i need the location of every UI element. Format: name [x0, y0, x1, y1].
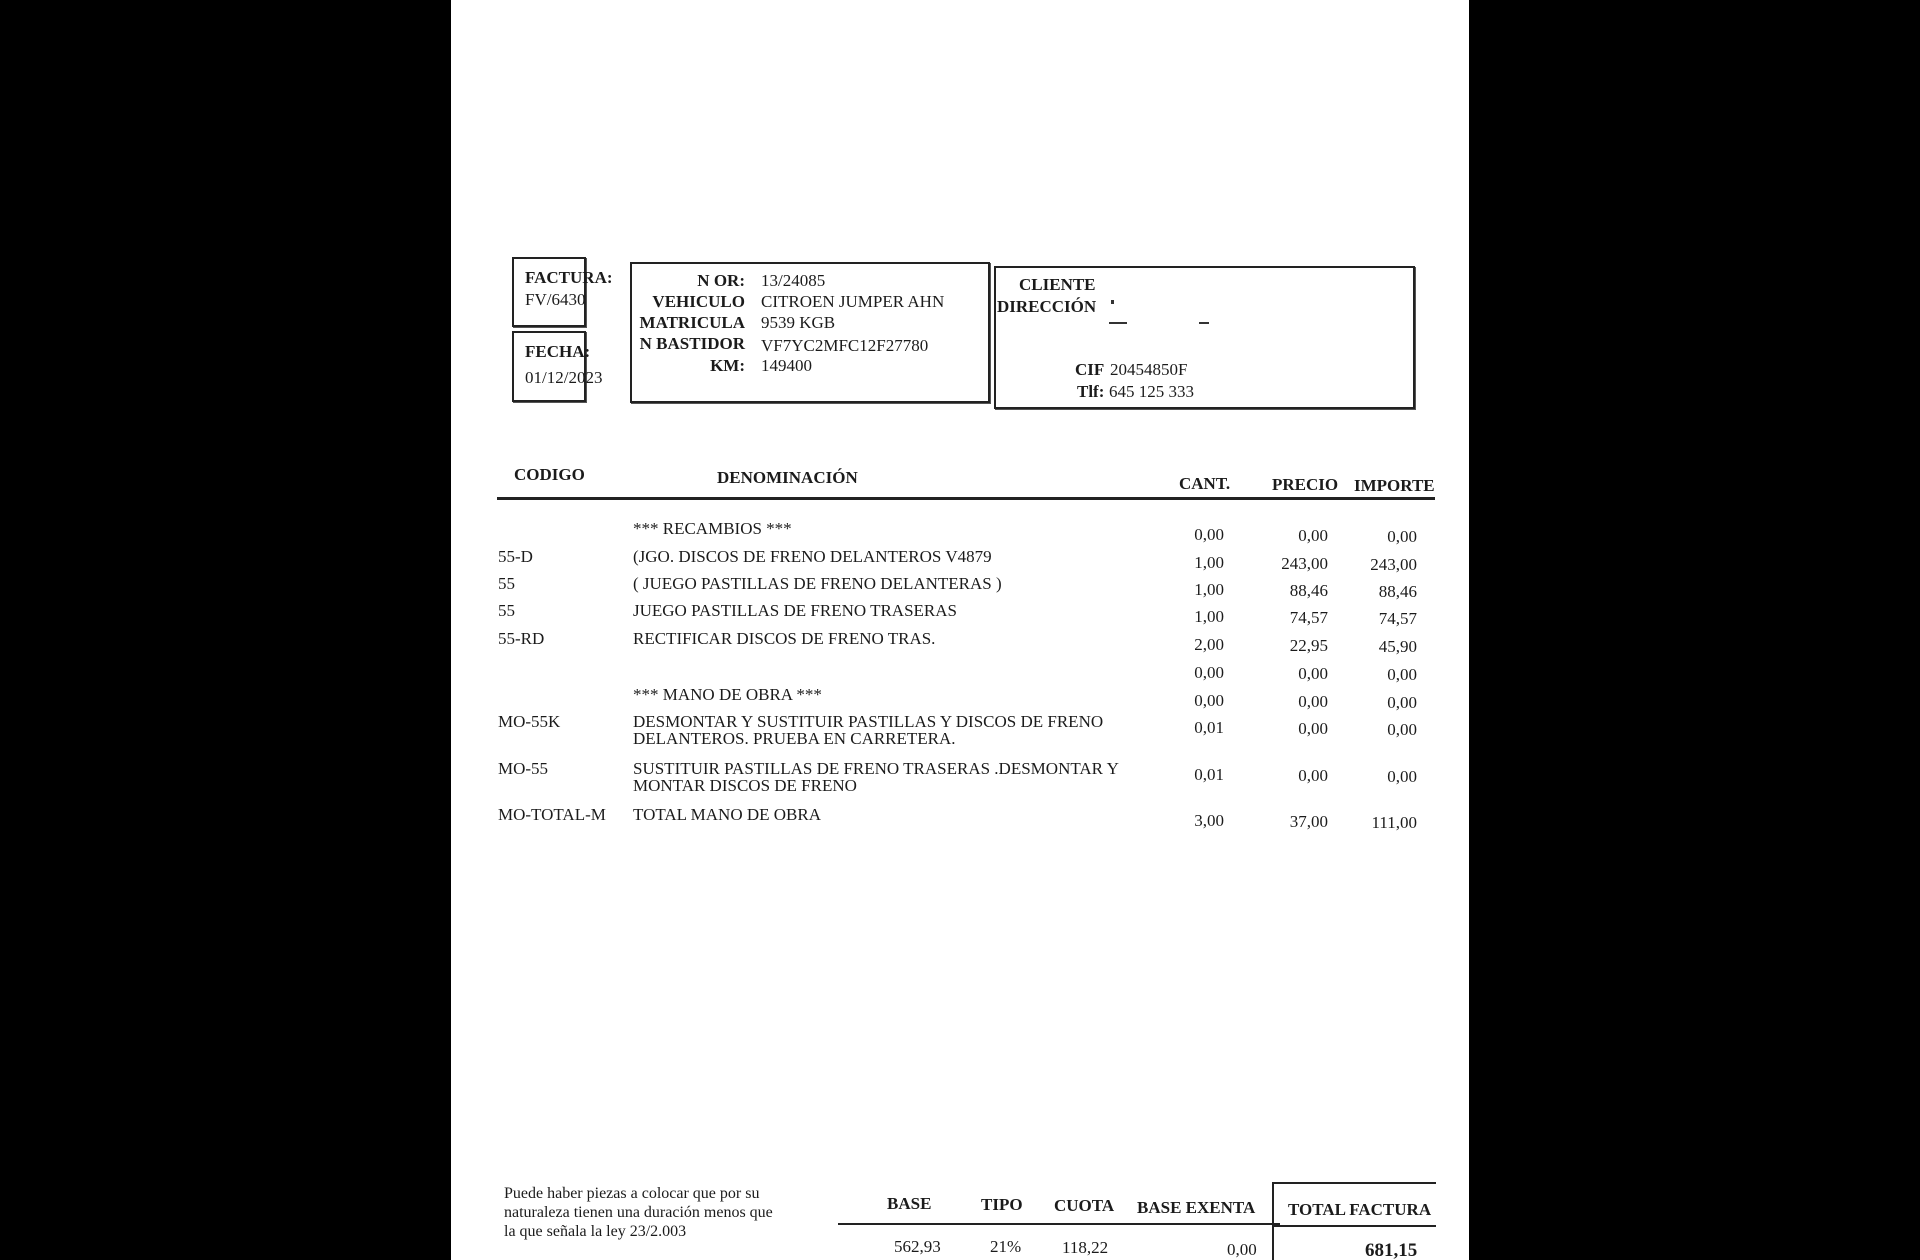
row-cant: 0,00: [1194, 663, 1224, 682]
row-codigo: 55: [498, 574, 515, 593]
legal-note-line: Puede haber piezas a colocar que por su: [504, 1185, 760, 1202]
row-importe: 45,90: [1378, 637, 1417, 656]
invoice-page: [451, 0, 1469, 1260]
row-precio: 0,00: [1298, 692, 1328, 711]
row-importe: 0,00: [1387, 527, 1417, 546]
matricula-value: 9539 KGB: [761, 313, 836, 332]
footer-tipo-label: TIPO: [981, 1195, 1023, 1214]
vehiculo-label: VEHICULO: [652, 292, 745, 311]
footer-base-label: BASE: [887, 1194, 932, 1213]
row-description: SUSTITUIR PASTILLAS DE FRENO TRASERAS .DESMONTAR Y: [633, 759, 1119, 778]
row-cant: 2,00: [1194, 635, 1224, 654]
header-precio: PRECIO: [1272, 475, 1339, 494]
row-precio: 243,00: [1281, 554, 1328, 573]
row-description: DELANTEROS. PRUEBA EN CARRETERA.: [633, 729, 956, 748]
row-codigo: 55: [498, 601, 515, 620]
redacted-address-mark: [1111, 300, 1114, 304]
row-description: TOTAL MANO DE OBRA: [633, 805, 821, 824]
footer-cuota-value: 118,22: [1062, 1238, 1109, 1257]
header-importe: IMPORTE: [1354, 476, 1435, 495]
fecha-label: FECHA:: [525, 342, 591, 361]
row-description: DESMONTAR Y SUSTITUIR PASTILLAS Y DISCOS DE FRENO: [633, 712, 1104, 731]
row-precio: 22,95: [1289, 636, 1328, 655]
cif-value: 20454850F: [1110, 360, 1188, 379]
total-factura-value: 681,15: [1365, 1240, 1418, 1260]
row-codigo: 55-D: [498, 547, 533, 566]
row-importe: 88,46: [1378, 582, 1417, 601]
redacted-address-mark: [1109, 322, 1127, 324]
row-cant: 3,00: [1194, 811, 1224, 830]
row-precio: 0,00: [1298, 664, 1328, 683]
direccion-label: DIRECCIÓN: [997, 297, 1097, 316]
legal-note-line: la que señala la ley 23/2.003: [504, 1223, 687, 1240]
row-cant: 0,00: [1194, 525, 1224, 544]
total-box-divider: [1272, 1225, 1436, 1227]
row-cant: 1,00: [1194, 580, 1224, 599]
tlf-value: 645 125 333: [1109, 382, 1194, 401]
km-label: KM:: [710, 356, 745, 375]
tlf-label: Tlf:: [1077, 382, 1105, 401]
row-cant: 0,00: [1194, 691, 1224, 710]
footer-base-value: 562,93: [894, 1237, 941, 1256]
footer-base-exenta-value: 0,00: [1227, 1240, 1257, 1259]
row-precio: 0,00: [1298, 719, 1328, 738]
row-description: ( JUEGO PASTILLAS DE FRENO DELANTERAS ): [633, 574, 1002, 593]
row-importe: 0,00: [1387, 720, 1417, 739]
row-description: JUEGO PASTILLAS DE FRENO TRASERAS: [633, 601, 957, 620]
row-importe: 243,00: [1370, 555, 1417, 574]
cif-label: CIF: [1075, 360, 1105, 379]
footer-base-exenta-label: BASE EXENTA: [1137, 1198, 1256, 1217]
legal-note-line: naturaleza tienen una duración menos que: [504, 1204, 773, 1221]
header-denominacion: DENOMINACIÓN: [717, 468, 858, 487]
total-factura-label: TOTAL FACTURA: [1288, 1200, 1432, 1219]
nor-value: 13/24085: [761, 271, 826, 290]
header-rule: [497, 497, 1435, 500]
cliente-label: CLIENTE: [1019, 275, 1096, 294]
factura-label: FACTURA:: [525, 268, 613, 287]
footer-tipo-value: 21%: [990, 1237, 1022, 1256]
total-box-top: [1272, 1182, 1436, 1184]
row-description: (JGO. DISCOS DE FRENO DELANTEROS V4879: [633, 547, 992, 566]
row-precio: 88,46: [1289, 581, 1328, 600]
row-description: RECTIFICAR DISCOS DE FRENO TRAS.: [633, 629, 936, 648]
matricula-label: MATRICULA: [639, 313, 745, 332]
row-codigo: MO-TOTAL-M: [498, 805, 606, 824]
row-cant: 1,00: [1194, 607, 1224, 626]
row-description: *** MANO DE OBRA ***: [633, 685, 822, 704]
row-importe: 74,57: [1378, 609, 1417, 628]
header-codigo: CODIGO: [514, 465, 585, 484]
vehiculo-value: CITROEN JUMPER AHN: [761, 292, 945, 311]
redacted-address-mark: [1199, 322, 1209, 324]
row-cant: 1,00: [1194, 553, 1224, 572]
row-precio: 0,00: [1298, 766, 1328, 785]
row-importe: 111,00: [1371, 813, 1417, 832]
total-box: [1272, 1182, 1274, 1260]
row-precio: 74,57: [1289, 608, 1328, 627]
row-description: *** RECAMBIOS ***: [633, 519, 792, 538]
row-importe: 0,00: [1387, 665, 1417, 684]
row-description: MONTAR DISCOS DE FRENO: [633, 776, 857, 795]
row-codigo: 55-RD: [498, 629, 545, 648]
footer-cuota-label: CUOTA: [1054, 1196, 1115, 1215]
fecha-value: 01/12/2023: [525, 368, 603, 387]
row-codigo: MO-55K: [498, 712, 561, 731]
footer-rule: [838, 1223, 1280, 1225]
row-cant: 0,01: [1194, 718, 1224, 737]
row-precio: 37,00: [1289, 812, 1328, 831]
row-importe: 0,00: [1387, 693, 1417, 712]
row-cant: 0,01: [1194, 765, 1224, 784]
row-precio: 0,00: [1298, 526, 1328, 545]
nor-label: N OR:: [697, 271, 745, 290]
km-value: 149400: [761, 356, 812, 375]
row-codigo: MO-55: [498, 759, 549, 778]
header-cant: CANT.: [1179, 474, 1231, 493]
row-importe: 0,00: [1387, 767, 1417, 786]
factura-number: FV/6430: [525, 290, 586, 309]
bastidor-label: N BASTIDOR: [639, 334, 745, 353]
bastidor-value: VF7YC2MFC12F27780: [761, 336, 929, 355]
